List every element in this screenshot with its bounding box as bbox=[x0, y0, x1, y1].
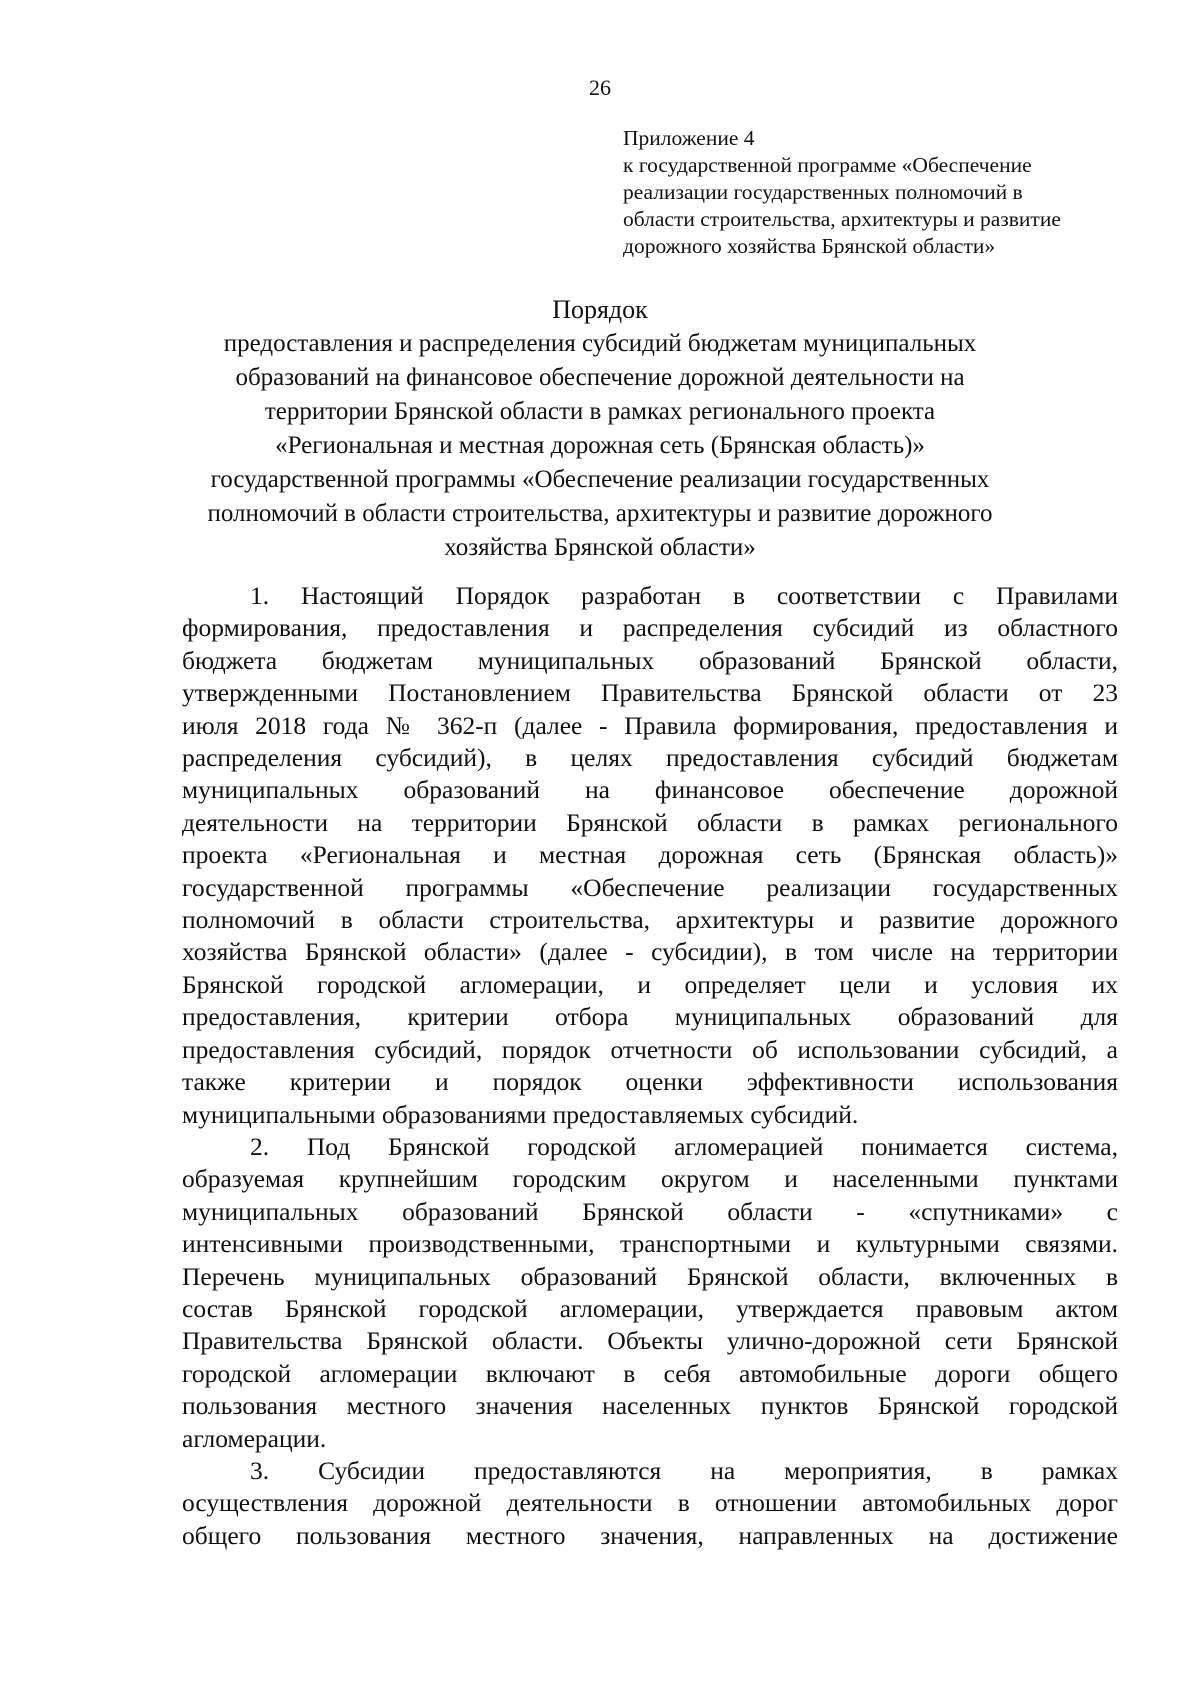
paragraph-line: утвержденными Постановлением Правительства Брянской области от 23 bbox=[182, 678, 1118, 708]
paragraph-line: Правительства Брянской области. Объекты улично-дорожной сети Брянской bbox=[182, 1326, 1118, 1356]
subtitle-line: полномочий в области строительства, архитектуры и развитие дорожного bbox=[207, 500, 993, 527]
paragraph-line: 2. Под Брянской городской агломерацией понимается система, bbox=[250, 1131, 1118, 1161]
subtitle-line: предоставления и распределения субсидий бюджетам муниципальных bbox=[223, 330, 977, 357]
paragraph-line: предоставления субсидий, порядок отчетности об использовании субсидий, а bbox=[182, 1034, 1118, 1064]
paragraph-1 bbox=[182, 580, 1118, 1131]
paragraph-line: агломерации. bbox=[182, 1423, 327, 1453]
subtitle-line: хозяйства Брянской области» bbox=[444, 534, 756, 561]
appendix-line: дорожного хозяйства Брянской области» bbox=[623, 234, 996, 258]
subtitle-line: территории Брянской области в рамках регионального проекта bbox=[264, 398, 936, 425]
paragraph-line: Брянской городской агломерации, и определяет цели и условия их bbox=[182, 969, 1118, 999]
subtitle-line: «Региональная и местная дорожная сеть (Брянская область)» bbox=[275, 432, 925, 459]
subtitle-line: образований на финансовое обеспечение дорожной деятельности на bbox=[235, 364, 965, 391]
paragraph-line: государственной программы «Обеспечение реализации государственных bbox=[182, 872, 1118, 902]
paragraph-line: городской агломерации включают в себя автомобильные дороги общего bbox=[182, 1358, 1118, 1388]
paragraph-line: муниципальных образований Брянской области - «спутниками» с bbox=[182, 1196, 1118, 1226]
paragraph-line: распределения субсидий), в целях предоставления субсидий бюджетам bbox=[182, 743, 1118, 773]
paragraph-line: состав Брянской городской агломерации, утверждается правовым актом bbox=[182, 1293, 1118, 1323]
appendix-line: Приложение 4 bbox=[623, 126, 755, 150]
paragraph-line: проекта «Региональная и местная дорожная сеть (Брянская область)» bbox=[182, 840, 1118, 870]
paragraph-line: предоставления, критерии отбора муниципальных образований для bbox=[182, 1002, 1118, 1032]
appendix-line: области строительства, архитектуры и развитие bbox=[623, 207, 1061, 231]
paragraph-line: деятельности на территории Брянской области в рамках регионального bbox=[182, 807, 1118, 837]
paragraph-line: полномочий в области строительства, архитектуры и развитие дорожного bbox=[182, 905, 1118, 935]
paragraph-line: Перечень муниципальных образований Брянской области, включенных в bbox=[182, 1261, 1118, 1291]
document-title: Порядок bbox=[552, 295, 648, 324]
paragraph-line: осуществления дорожной деятельности в отношении автомобильных дорог bbox=[182, 1488, 1118, 1518]
document-subtitle bbox=[150, 327, 1050, 565]
appendix-line: реализации государственных полномочий в bbox=[623, 180, 1023, 204]
paragraph-line: также критерии и порядок оценки эффективности использования bbox=[182, 1067, 1118, 1097]
appendix-header bbox=[623, 125, 1143, 260]
paragraph-line: образуемая крупнейшим городским округом и населенными пунктами bbox=[182, 1164, 1118, 1194]
paragraph-line: 1. Настоящий Порядок разработан в соответствии с Правилами bbox=[250, 581, 1118, 610]
paragraph-line: пользования местного значения населенных пунктов Брянской городской bbox=[182, 1391, 1118, 1421]
paragraph-line: хозяйства Брянской области» (далее - субсидии), в том числе на территории bbox=[182, 937, 1118, 967]
paragraph-3 bbox=[182, 1455, 1118, 1552]
paragraph-line: муниципальных образований на финансовое обеспечение дорожной bbox=[182, 775, 1118, 805]
paragraph-2 bbox=[182, 1131, 1118, 1455]
paragraph-line: июля 2018 года № 362-п (далее - Правила формирования, предоставления и bbox=[182, 710, 1118, 740]
appendix-line: к государственной программе «Обеспечение bbox=[623, 153, 1032, 177]
paragraph-line: бюджета бюджетам муниципальных образований Брянской области, bbox=[182, 645, 1118, 675]
page-number: 26 bbox=[589, 75, 611, 100]
paragraph-line: формирования, предоставления и распределения субсидий из областного bbox=[182, 613, 1118, 643]
subtitle-line: государственной программы «Обеспечение реализации государственных bbox=[210, 466, 990, 493]
document-body bbox=[182, 580, 1118, 1552]
paragraph-line: интенсивными производственными, транспортными и культурными связями. bbox=[182, 1229, 1118, 1259]
paragraph-line: общего пользования местного значения, направленных на достижение bbox=[182, 1520, 1118, 1550]
paragraph-line: муниципальными образованиями предоставляемых субсидий. bbox=[182, 1099, 859, 1129]
paragraph-line: 3. Субсидии предоставляются на мероприятия, в рамках bbox=[250, 1455, 1118, 1485]
